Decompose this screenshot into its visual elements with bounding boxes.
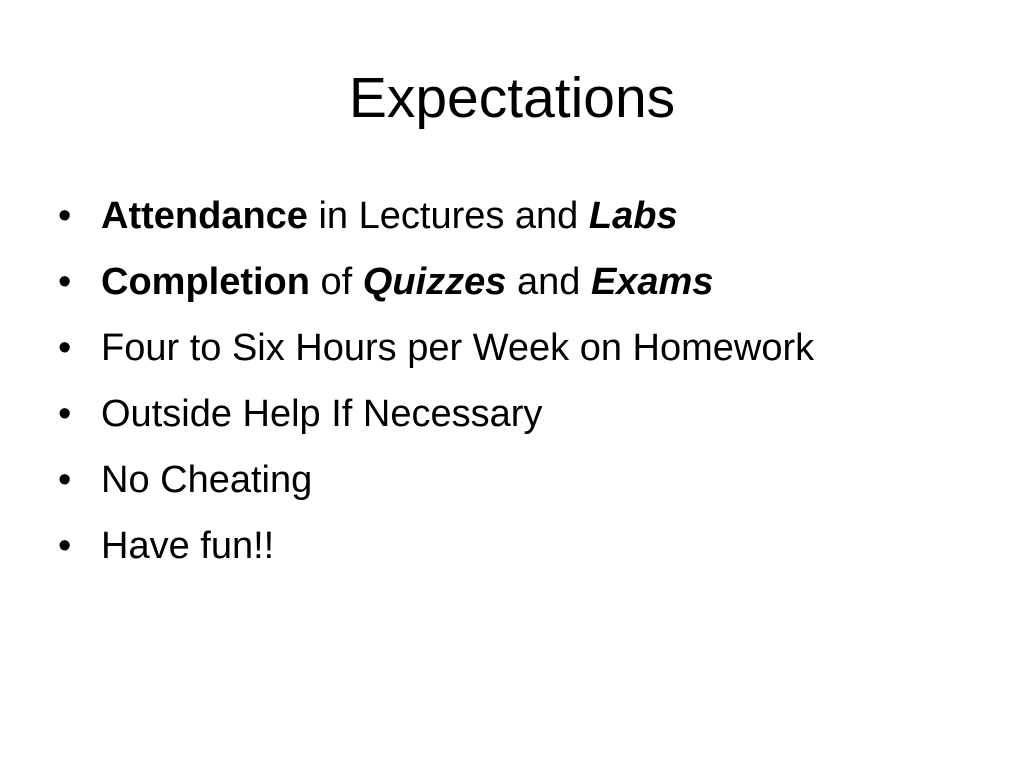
bullet-text-bold: Attendance [101, 195, 308, 237]
bullet-item-homework [58, 315, 814, 381]
bullet-text-bold: Completion [101, 261, 310, 303]
bullet-text-bold-italic: Quizzes [362, 261, 507, 303]
bullet-item-no-cheating [58, 447, 814, 513]
bullet-text-bold-italic: Labs [588, 195, 678, 237]
bullet-text: No Cheating [101, 459, 313, 501]
bullet-text-bold-italic: Exams [590, 261, 714, 303]
bullet-item-have-fun [58, 513, 814, 579]
bullet-item-completion [58, 249, 814, 315]
bullet-list [58, 183, 814, 579]
bullet-text: Outside Help If Necessary [101, 393, 543, 435]
bullet-dot-icon: • [58, 393, 72, 435]
bullet-dot-icon: • [58, 525, 72, 567]
bullet-text: in Lectures and [307, 195, 589, 237]
slide-title: Expectations [348, 66, 676, 130]
bullet-text: and [506, 261, 591, 303]
bullet-dot-icon: • [58, 195, 72, 237]
bullet-text: Four to Six Hours per Week on Homework [101, 327, 815, 369]
bullet-item-outside-help [58, 381, 814, 447]
bullet-dot-icon: • [58, 459, 72, 501]
bullet-item-attendance [58, 183, 814, 249]
bullet-dot-icon: • [58, 327, 72, 369]
bullet-text: Have fun!! [101, 525, 275, 567]
bullet-text: of [309, 261, 363, 303]
bullet-dot-icon: • [58, 261, 72, 303]
